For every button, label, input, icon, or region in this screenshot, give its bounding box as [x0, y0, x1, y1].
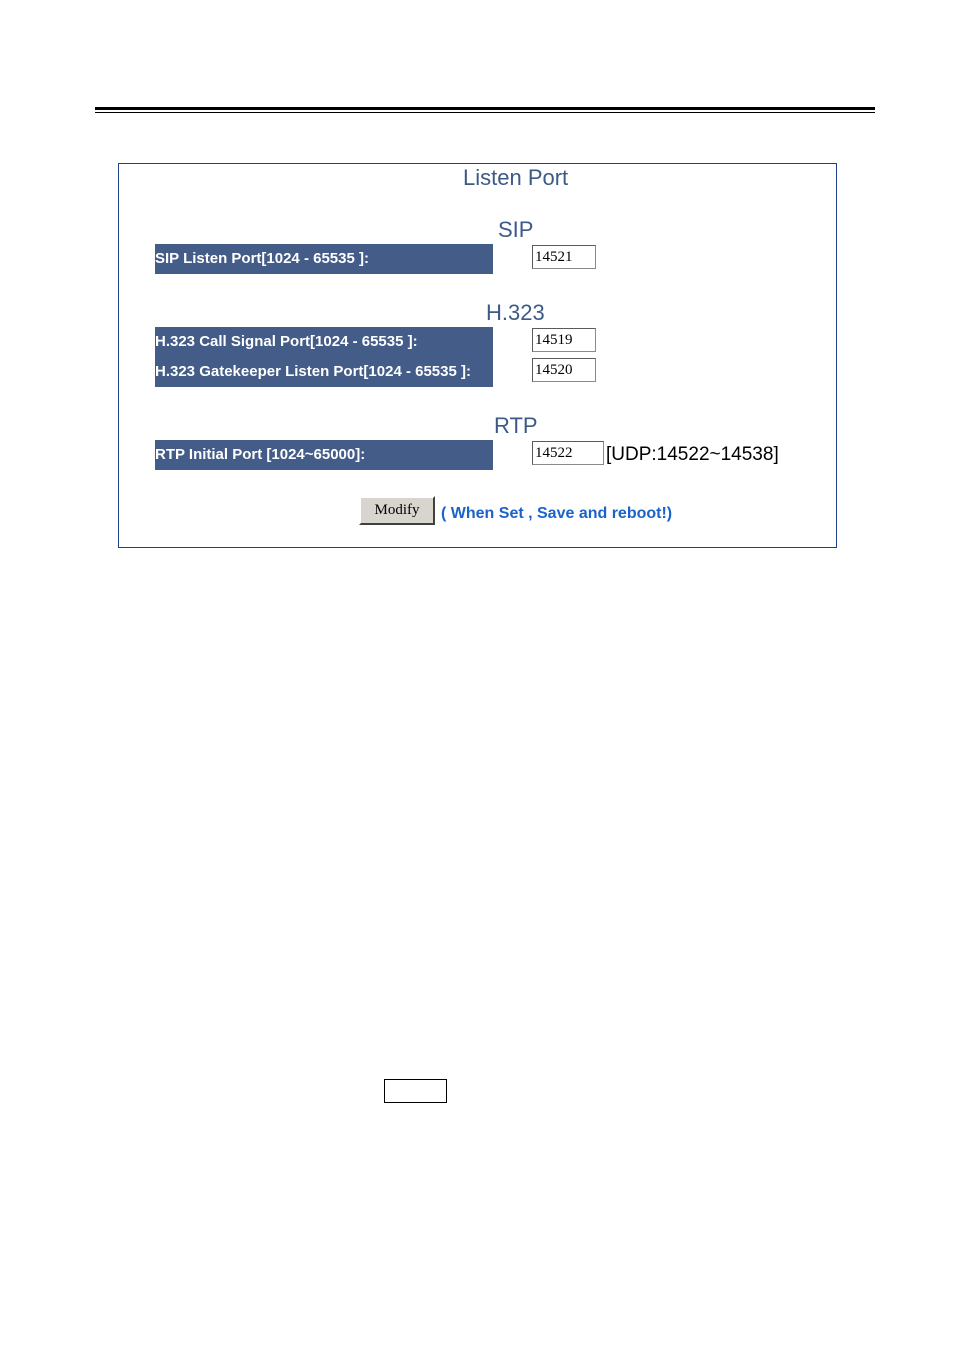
rtp-section-heading: RTP [494, 413, 538, 438]
rtp-initial-port-input[interactable] [532, 441, 604, 465]
h323-call-signal-port-input[interactable] [532, 328, 596, 352]
h323-label-bar [155, 327, 493, 387]
sip-listen-port-label: SIP Listen Port[1024 - 65535 ]: [155, 250, 369, 267]
h323-section-heading: H.323 [486, 300, 545, 325]
udp-range-text: [UDP:14522~14538] [606, 444, 779, 465]
h323-call-signal-port-label: H.323 Call Signal Port[1024 - 65535 ]: [155, 333, 418, 350]
listen-port-panel [118, 163, 837, 548]
h323-gatekeeper-listen-port-input[interactable] [532, 358, 596, 382]
modify-button[interactable]: Modify [359, 496, 435, 525]
rtp-label-bar [155, 440, 493, 470]
panel-title: Listen Port [463, 165, 569, 190]
h323-gatekeeper-listen-port-label: H.323 Gatekeeper Listen Port[1024 - 65535 ]: [155, 363, 471, 380]
rtp-initial-port-label: RTP Initial Port [1024~65000]: [155, 446, 366, 463]
top-rule [95, 107, 875, 113]
sip-section-heading: SIP [498, 217, 534, 242]
sip-listen-port-input[interactable] [532, 245, 596, 269]
save-reboot-hint: ( When Set , Save and reboot!) [441, 505, 673, 522]
empty-box [384, 1079, 447, 1103]
sip-label-bar [155, 244, 493, 274]
